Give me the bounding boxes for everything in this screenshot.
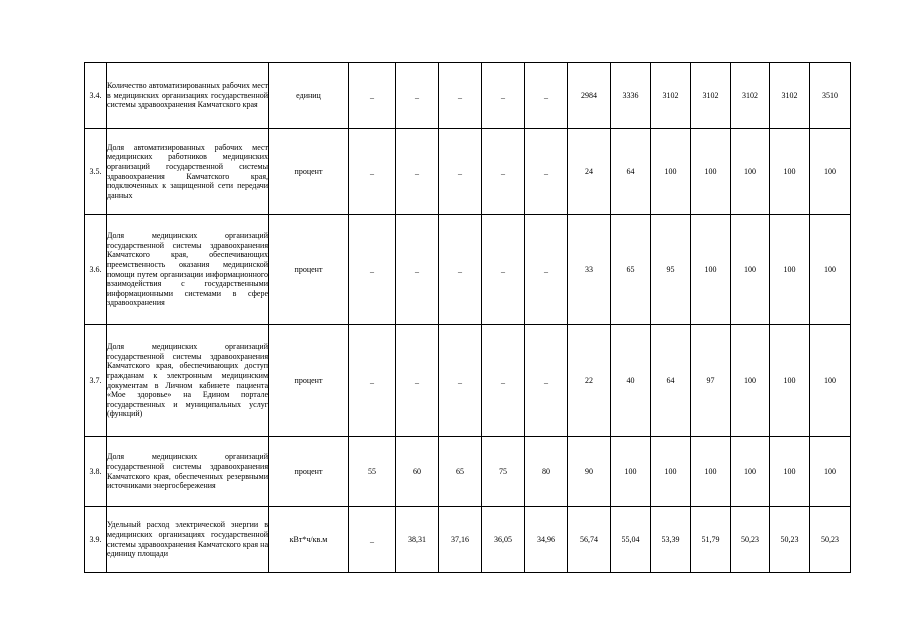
value-cell: 100 [770,437,810,507]
value-cell: 100 [731,215,770,325]
value-cell: _ [396,129,439,215]
value-cell: 100 [691,129,731,215]
value-cell: 100 [651,437,691,507]
value-cell: _ [439,129,482,215]
value-cell: 60 [396,437,439,507]
value-cell: 36,05 [482,507,525,573]
row-number: 3.7. [85,325,107,437]
value-cell: 64 [651,325,691,437]
value-cell: _ [349,129,396,215]
indicator-description: Доля медицинских организаций государственной системы здравоохранения Камчатского края, обеспечивающих доступ гражданам к электронным медицинским документам в Личном кабинете пациента «Мое здоровье» на Едином портале государственных и муниципальных услуг (функций) [107,325,269,437]
value-cell: 100 [691,437,731,507]
value-cell: _ [482,215,525,325]
table-row [85,215,851,325]
value-cell: _ [482,129,525,215]
value-cell: 40 [611,325,651,437]
table-row [85,129,851,215]
value-cell: 2984 [568,63,611,129]
value-cell: 50,23 [810,507,851,573]
value-cell: 100 [731,437,770,507]
unit-of-measure: процент [269,437,349,507]
value-cell: 95 [651,215,691,325]
table-row [85,63,851,129]
unit-of-measure: процент [269,325,349,437]
row-number: 3.8. [85,437,107,507]
value-cell: 34,96 [525,507,568,573]
value-cell: 53,39 [651,507,691,573]
value-cell: 55 [349,437,396,507]
row-number: 3.6. [85,215,107,325]
value-cell: _ [525,129,568,215]
value-cell: _ [349,325,396,437]
value-cell: _ [349,63,396,129]
value-cell: 50,23 [731,507,770,573]
value-cell: 65 [611,215,651,325]
table-row [85,507,851,573]
value-cell: 100 [810,215,851,325]
value-cell: 38,31 [396,507,439,573]
value-cell: 64 [611,129,651,215]
indicator-description: Количество автоматизированных рабочих мест в медицинских организациях государственной системы здравоохранения Камчатского края [107,63,269,129]
value-cell: 65 [439,437,482,507]
unit-of-measure: процент [269,129,349,215]
value-cell: 33 [568,215,611,325]
value-cell: 100 [770,215,810,325]
value-cell: 3336 [611,63,651,129]
value-cell: _ [525,215,568,325]
value-cell: _ [439,325,482,437]
indicator-description: Удельный расход электрической энергии в медицинских организациях государственной системы здравоохранения Камчатского края на единицу площади [107,507,269,573]
value-cell: 90 [568,437,611,507]
value-cell: 80 [525,437,568,507]
indicators-table [84,62,851,573]
value-cell: 100 [810,437,851,507]
row-number: 3.4. [85,63,107,129]
value-cell: 100 [611,437,651,507]
value-cell: _ [525,325,568,437]
value-cell: 100 [810,325,851,437]
value-cell: 100 [691,215,731,325]
value-cell: 3102 [731,63,770,129]
value-cell: 3510 [810,63,851,129]
indicator-description: Доля медицинских организаций государственной системы здравоохранения Камчатского края, обеспеченных резервными источниками энергосбережения [107,437,269,507]
value-cell: 50,23 [770,507,810,573]
value-cell: _ [396,63,439,129]
table-row [85,325,851,437]
unit-of-measure: процент [269,215,349,325]
value-cell: 24 [568,129,611,215]
value-cell: 100 [731,129,770,215]
value-cell: _ [439,215,482,325]
value-cell: 75 [482,437,525,507]
value-cell: 100 [770,325,810,437]
value-cell: 100 [731,325,770,437]
row-number: 3.9. [85,507,107,573]
value-cell: 100 [810,129,851,215]
value-cell: 55,04 [611,507,651,573]
indicator-description: Доля медицинских организаций государственной системы здравоохранения Камчатского края, обеспечивающих преемственность оказания медицинской помощи путем организации информационного взаимодействия с государственными информационными системами в сфере здравоохранения [107,215,269,325]
value-cell: 51,79 [691,507,731,573]
indicator-description: Доля автоматизированных рабочих мест медицинских работников медицинских организаций государственной системы здравоохранения Камчатского края, подключенных к защищенной сети передачи данных [107,129,269,215]
value-cell: 37,16 [439,507,482,573]
value-cell: _ [439,63,482,129]
value-cell: 3102 [691,63,731,129]
unit-of-measure: кВт*ч/кв.м [269,507,349,573]
value-cell: _ [396,325,439,437]
value-cell: _ [482,325,525,437]
value-cell: 3102 [770,63,810,129]
value-cell: _ [349,215,396,325]
row-number: 3.5. [85,129,107,215]
value-cell: _ [482,63,525,129]
value-cell: 56,74 [568,507,611,573]
value-cell: 22 [568,325,611,437]
table-row [85,437,851,507]
unit-of-measure: единиц [269,63,349,129]
value-cell: 100 [651,129,691,215]
value-cell: _ [349,507,396,573]
value-cell: 97 [691,325,731,437]
value-cell: 3102 [651,63,691,129]
value-cell: 100 [770,129,810,215]
value-cell: _ [525,63,568,129]
value-cell: _ [396,215,439,325]
